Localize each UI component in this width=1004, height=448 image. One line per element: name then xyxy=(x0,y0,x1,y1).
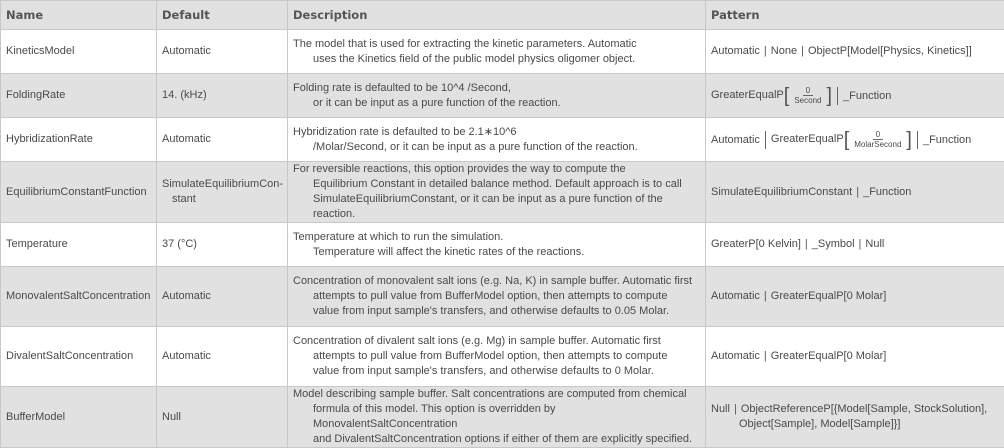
option-name: BufferModel xyxy=(1,387,157,448)
pattern-separator xyxy=(837,87,838,105)
pattern-part: None xyxy=(770,45,798,57)
description-line: attempts to pull value from BufferModel option, then attempts to compute xyxy=(313,290,668,302)
option-pattern xyxy=(706,162,1004,223)
description-line: formula of this model. This option is overridden by MonovalentSaltConcentration xyxy=(313,403,556,430)
pattern-separator: | xyxy=(763,290,767,302)
pattern-part: Automatic xyxy=(711,350,760,362)
header-name: Name xyxy=(1,1,157,30)
option-pattern xyxy=(706,74,1004,118)
pattern-separator: | xyxy=(763,45,767,57)
fraction-denominator: MolarSecond xyxy=(854,140,902,149)
option-pattern xyxy=(706,267,1004,327)
option-name: KineticsModel xyxy=(1,30,157,74)
header-pattern: Pattern xyxy=(706,1,1004,30)
table-row xyxy=(1,30,1004,74)
option-pattern xyxy=(706,118,1004,162)
description-line: attempts to pull value from BufferModel option, then attempts to compute xyxy=(313,350,668,362)
table-row xyxy=(1,267,1004,327)
option-description xyxy=(288,267,706,327)
default-text xyxy=(162,177,282,207)
description-line: Model describing sample buffer. Salt concentrations are computed from chemical xyxy=(293,388,687,400)
option-description xyxy=(288,74,706,118)
pattern-separator: | xyxy=(804,238,808,250)
right-bracket: ] xyxy=(906,128,912,151)
option-description xyxy=(288,387,706,448)
option-default: Automatic xyxy=(157,118,288,162)
right-bracket: ] xyxy=(826,84,833,107)
pattern-part: Automatic xyxy=(711,290,760,302)
description-line: and DivalentSaltConcentration options if either of them are explicitly specified. xyxy=(313,433,693,445)
option-name: MonovalentSaltConcentration xyxy=(1,267,157,327)
option-pattern xyxy=(706,387,1004,448)
pattern-part: Object[Sample], Model[Sample]}] xyxy=(739,418,901,430)
pattern-part: GreaterP[0 Kelvin] xyxy=(711,238,801,250)
description-line: Concentration of monovalent salt ions (e.g. Na, K) in sample buffer. Automatic first xyxy=(293,275,693,287)
pattern-fraction-expression xyxy=(771,130,912,150)
option-pattern xyxy=(706,223,1004,267)
table-row xyxy=(1,327,1004,387)
default-line: stant xyxy=(172,193,196,205)
pattern-separator: | xyxy=(733,403,737,415)
description-line: value from input sample's transfers, and otherwise defaults to 0 Molar. xyxy=(313,365,654,377)
header-description: Description xyxy=(288,1,706,30)
option-description xyxy=(288,223,706,267)
table-row xyxy=(1,162,1004,223)
table-row xyxy=(1,74,1004,118)
description-line: Hybridization rate is defaulted to be 2.1∗10^6 xyxy=(293,125,517,138)
option-pattern xyxy=(706,327,1004,387)
description-line: /Molar/Second, or it can be input as a pure function of the reaction. xyxy=(313,140,638,153)
option-default: 37 (°C) xyxy=(157,223,288,267)
pattern-part: Automatic xyxy=(711,133,760,146)
option-description xyxy=(288,327,706,387)
pattern-part: SimulateEquilibriumConstant xyxy=(711,185,853,198)
fraction xyxy=(791,86,824,105)
table-row xyxy=(1,387,1004,448)
header-default: Default xyxy=(157,1,288,30)
description-line: value from input sample's transfers, and otherwise defaults to 0.05 Molar. xyxy=(313,305,670,317)
description-line: uses the Kinetics field of the public model physics oligomer object. xyxy=(313,52,636,65)
description-line: Temperature at which to run the simulation. xyxy=(293,230,504,243)
description-line: Equilibrium Constant in detailed balance method. Default approach is to call xyxy=(313,178,682,190)
table-row xyxy=(1,223,1004,267)
option-name: DivalentSaltConcentration xyxy=(1,327,157,387)
pattern-separator: | xyxy=(763,350,767,362)
fraction-numerator: 0 xyxy=(873,130,883,140)
description-line: Folding rate is defaulted to be 10^4 /Second, xyxy=(293,81,511,94)
description-line: SimulateEquilibriumConstant, or it can be input as a pure function of the reaction. xyxy=(313,193,663,220)
pattern-part: Null xyxy=(865,238,885,250)
left-bracket: [ xyxy=(783,84,790,107)
option-name: EquilibriumConstantFunction xyxy=(1,162,157,223)
default-line: SimulateEquilibriumCon- xyxy=(162,178,284,190)
pattern-line xyxy=(711,402,999,417)
description-line: Temperature will affect the kinetic rates of the reactions. xyxy=(313,245,585,258)
option-default: Automatic xyxy=(157,327,288,387)
option-name: HybridizationRate xyxy=(1,118,157,162)
pattern-part: _Function xyxy=(863,185,912,198)
pattern-fraction-expression xyxy=(711,86,832,106)
fraction-numerator: 0 xyxy=(803,86,813,96)
description-line: Concentration of divalent salt ions (e.g. Mg) in sample buffer. Automatic first xyxy=(293,335,661,347)
description-line: The model that is used for extracting the kinetic parameters. Automatic xyxy=(293,37,637,50)
option-name: FoldingRate xyxy=(1,74,157,118)
option-pattern xyxy=(706,30,1004,74)
pattern-part: _Symbol xyxy=(811,238,855,250)
pattern-part: ObjectP[Model[Physics, Kinetics]] xyxy=(807,45,972,57)
description-line: For reversible reactions, this option provides the way to compute the xyxy=(293,163,626,175)
pattern-part: GreaterEqualP xyxy=(770,133,844,145)
option-name: Temperature xyxy=(1,223,157,267)
option-description xyxy=(288,30,706,74)
pattern-part: _Function xyxy=(922,133,972,146)
table-row xyxy=(1,118,1004,162)
pattern-part: GreaterEqualP[0 Molar] xyxy=(770,290,887,302)
pattern-part: GreaterEqualP xyxy=(711,89,784,101)
pattern-separator xyxy=(765,131,766,149)
pattern-part: Automatic xyxy=(711,45,760,57)
pattern-part: GreaterEqualP[0 Molar] xyxy=(770,350,887,362)
pattern-part: Null xyxy=(711,403,730,415)
option-default xyxy=(157,162,288,223)
pattern-separator: | xyxy=(856,185,860,198)
header-row xyxy=(1,1,1004,30)
option-default: 14. (kHz) xyxy=(157,74,288,118)
pattern-part: ObjectReferenceP[{Model[Sample, StockSolution], xyxy=(740,403,988,415)
pattern-part: _Function xyxy=(843,89,892,102)
fraction-denominator: Second xyxy=(794,96,822,105)
option-description xyxy=(288,118,706,162)
description-line: or it can be input as a pure function of the reaction. xyxy=(313,96,561,109)
left-bracket: [ xyxy=(843,128,850,151)
option-description xyxy=(288,162,706,223)
option-default: Automatic xyxy=(157,267,288,327)
option-default: Automatic xyxy=(157,30,288,74)
pattern-separator: | xyxy=(858,238,862,250)
option-default: Null xyxy=(157,387,288,448)
fraction xyxy=(851,130,904,149)
pattern-separator xyxy=(917,131,918,149)
pattern-separator: | xyxy=(801,45,804,57)
